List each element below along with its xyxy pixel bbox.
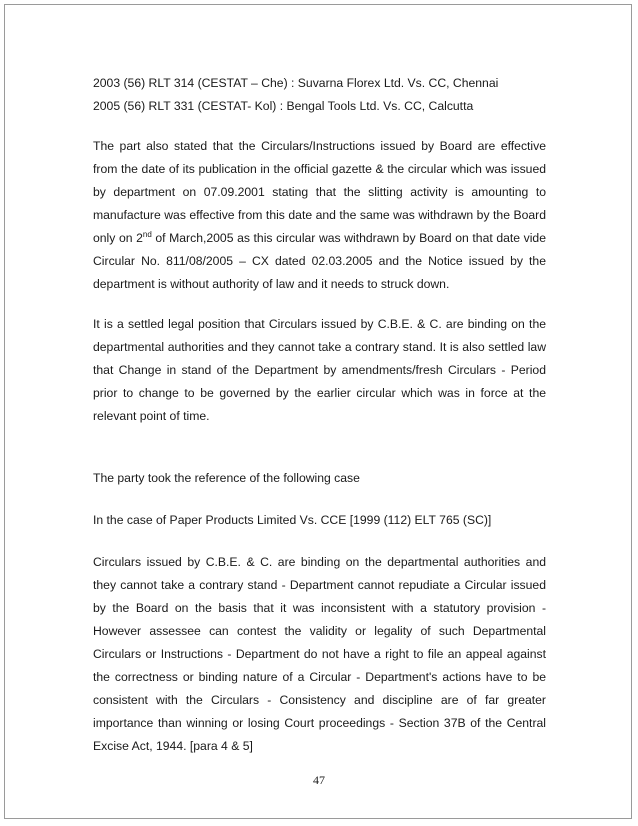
paragraph-circular-effective bbox=[93, 135, 546, 296]
citation-line: 2005 (56) RLT 331 (CESTAT- Kol) : Bengal Tools Ltd. Vs. CC, Calcutta bbox=[93, 99, 474, 113]
paragraph-settled-position: It is a settled legal position that Circulars issued by C.B.E. & C. are binding on the departmental authorities and they cannot take a contrary stand. It is also settled law that Change in stand of the Department by amendments/fresh Circulars - Period prior to change to be governed by the earlier circular which was in force at the relevant point of time. bbox=[93, 317, 546, 423]
paragraph-text: The part also stated that the Circulars/Instructions issued by Board are effective from the date of its publication in the official gazette & the circular which was issued by department on 07.09.2001 stating that the slitting activity is amounting to manufacture was effective from this date and the same was withdrawn by the Board only on 2 bbox=[93, 139, 546, 245]
paragraph-case-headnote: Circulars issued by C.B.E. & C. are binding on the departmental authorities and they cannot take a contrary stand - Department cannot repudiate a Circular issued by the Board on the basis that it was inconsistent with a statutory provision - However assessee can contest the validity or legality of such Departmental Circulars or Instructions - Department do not have a right to file an appeal against the correctness or binding nature of a Circular - Department's actions have to be consistent with the Circulars - Consistency and discipline are of far greater importance than winning or losing Court proceedings - Section 37B of the Central Excise Act, 1944. [para 4 & 5] bbox=[93, 555, 546, 753]
paragraph-text: of March,2005 as this circular was withdrawn by Board on that date vide Circular No. 811/08/2005 – CX dated 02.03.2005 and the Notice issued by the department is without authority of law and it needs to struck down. bbox=[93, 231, 546, 291]
document-body bbox=[93, 72, 546, 758]
citation-line: 2003 (56) RLT 314 (CESTAT – Che) : Suvarna Florex Ltd. Vs. CC, Chennai bbox=[93, 76, 499, 90]
paragraph-reference-intro: The party took the reference of the following case bbox=[93, 471, 360, 485]
page-number: 47 bbox=[313, 773, 325, 787]
ordinal-superscript: nd bbox=[142, 229, 152, 239]
paragraph-case-citation: In the case of Paper Products Limited Vs. CCE [1999 (112) ELT 765 (SC)] bbox=[93, 513, 492, 527]
